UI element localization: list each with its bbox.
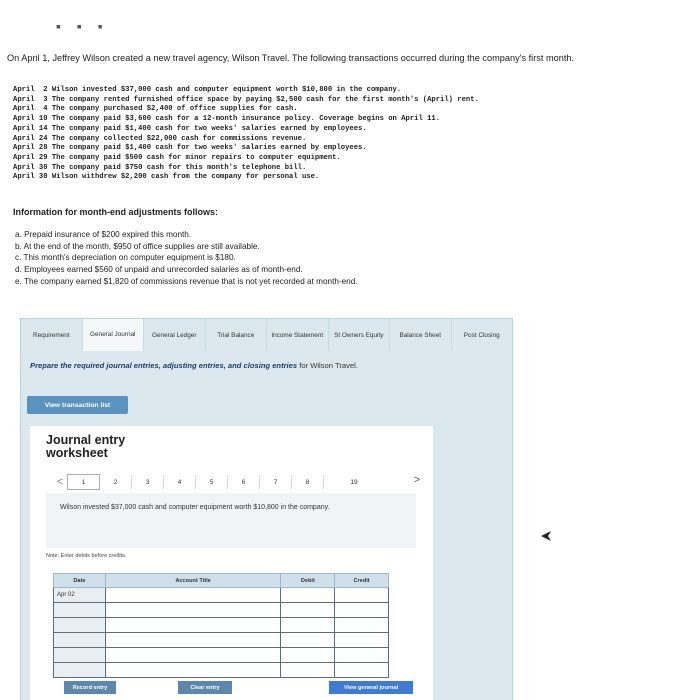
date-cell[interactable] bbox=[54, 618, 106, 633]
transaction-line: April 10 The company paid $3,600 cash for a 12-month insurance policy. Coverage begins on April 11. bbox=[13, 115, 441, 124]
table-row bbox=[54, 663, 389, 678]
date-cell[interactable] bbox=[54, 633, 106, 648]
instruction-text bbox=[30, 361, 358, 370]
tab-balance-sheet[interactable]: Balance Sheet bbox=[390, 319, 452, 352]
date-cell[interactable]: Apr 02 bbox=[54, 588, 106, 603]
transaction-line: April 14 The company paid $1,400 cash for two weeks' salaries earned by employees. bbox=[13, 124, 367, 133]
problem-intro: On April 1, Jeffrey Wilson created a new travel agency, Wilson Travel. The following transactions occurred during the company's first month. bbox=[7, 53, 575, 63]
top-marks: ▪ ▪ ▪ bbox=[56, 18, 109, 34]
page-button[interactable]: 19 bbox=[350, 478, 358, 486]
debit-input[interactable] bbox=[281, 633, 335, 648]
view-transaction-list-button[interactable]: View transaction list bbox=[27, 396, 128, 414]
account-input[interactable] bbox=[105, 618, 281, 633]
credit-input[interactable] bbox=[335, 618, 389, 633]
adjustment-item: d. Employees earned $560 of unpaid and unrecorded salaries as of month-end. bbox=[15, 265, 303, 275]
clear-entry-button[interactable]: Clear entry bbox=[178, 681, 232, 694]
page-button[interactable]: 5 bbox=[196, 475, 228, 489]
page-button[interactable]: 6 bbox=[228, 475, 260, 489]
table-row bbox=[54, 633, 389, 648]
instruction-rest: for Wilson Travel. bbox=[297, 361, 358, 370]
page-button[interactable]: 7 bbox=[260, 475, 292, 489]
debit-input[interactable] bbox=[281, 588, 335, 603]
tab-income-statement[interactable]: Income Statement bbox=[267, 319, 329, 352]
adjustment-item: c. This month's depreciation on computer equipment is $180. bbox=[15, 253, 236, 263]
tab-requirement[interactable]: Requirement bbox=[21, 319, 83, 352]
tab-owners-equity[interactable]: St Owners Equity bbox=[329, 319, 391, 352]
journal-entry-worksheet bbox=[30, 426, 433, 700]
table-row bbox=[54, 588, 389, 603]
transaction-description-box bbox=[46, 493, 416, 548]
transaction-line: April 3 The company rented furnished office space by paying $2,500 cash for the first month's (April) rent. bbox=[13, 95, 479, 104]
tab-post-closing[interactable]: Post Closing bbox=[463, 331, 500, 339]
credit-input[interactable] bbox=[335, 663, 389, 678]
page-button[interactable]: 3 bbox=[132, 475, 164, 489]
account-input[interactable] bbox=[105, 663, 281, 678]
credit-input[interactable] bbox=[335, 633, 389, 648]
requirement-tabs bbox=[20, 318, 513, 353]
date-cell[interactable] bbox=[54, 663, 106, 678]
prev-entry-icon[interactable]: < bbox=[56, 476, 64, 488]
account-input[interactable] bbox=[105, 588, 281, 603]
page-button[interactable]: 2 bbox=[100, 475, 132, 489]
table-row bbox=[54, 618, 389, 633]
credit-input[interactable] bbox=[335, 588, 389, 603]
debit-input[interactable] bbox=[281, 648, 335, 663]
entry-pager bbox=[53, 474, 384, 490]
transaction-line: April 29 The company paid $500 cash for minor repairs to computer equipment. bbox=[13, 153, 341, 162]
account-input[interactable] bbox=[105, 633, 281, 648]
adjustments-heading: Information for month-end adjustments follows: bbox=[13, 207, 218, 217]
date-column-header: Date bbox=[54, 574, 106, 588]
instruction-bold: Prepare the required journal entries, adjusting entries, and closing entries bbox=[30, 361, 298, 370]
transaction-list bbox=[13, 86, 673, 183]
table-row bbox=[54, 603, 389, 618]
transaction-line: April 30 The company paid $750 cash for this month's telephone bill. bbox=[13, 163, 307, 172]
credit-input[interactable] bbox=[335, 603, 389, 618]
tab-general-journal[interactable]: General Journal bbox=[83, 319, 145, 352]
view-general-journal-button[interactable]: View general journal bbox=[329, 681, 413, 694]
worksheet-title bbox=[46, 434, 125, 460]
entry-note: Note: Enter debits before credits. bbox=[46, 553, 127, 559]
account-column-header: Account Title bbox=[105, 574, 281, 588]
journal-entry-table bbox=[53, 573, 389, 678]
debit-input[interactable] bbox=[281, 663, 335, 678]
debit-column-header: Debit bbox=[281, 574, 335, 588]
mouse-cursor-icon bbox=[541, 531, 551, 541]
transaction-line: April 30 Wilson withdrew $2,200 cash from the company for personal use. bbox=[13, 173, 320, 182]
debit-input[interactable] bbox=[281, 618, 335, 633]
tab-general-ledger[interactable]: General Ledger bbox=[144, 319, 206, 352]
worksheet-title-line: Journal entry bbox=[46, 433, 126, 447]
page-button[interactable]: 1 bbox=[67, 474, 100, 490]
date-cell[interactable] bbox=[54, 603, 106, 618]
date-cell[interactable] bbox=[54, 648, 106, 663]
transaction-line: April 4 The company purchased $2,400 of office supplies for cash. bbox=[13, 105, 298, 114]
account-input[interactable] bbox=[105, 603, 281, 618]
credit-input[interactable] bbox=[335, 648, 389, 663]
adjustment-item: e. The company earned $1,820 of commissions revenue that is not yet recorded at month-end. bbox=[15, 276, 358, 286]
credit-column-header: Credit bbox=[335, 574, 389, 588]
transaction-line: April 28 The company paid $1,400 cash for two weeks' salaries earned by employees. bbox=[13, 144, 367, 153]
account-input[interactable] bbox=[105, 648, 281, 663]
table-row bbox=[54, 648, 389, 663]
transaction-line: April 24 The company collected $22,000 cash for commissions revenue. bbox=[13, 134, 307, 143]
adjustments-list bbox=[15, 229, 358, 288]
next-entry-icon[interactable]: > bbox=[413, 474, 421, 486]
adjustment-item: a. Prepaid insurance of $200 expired this month. bbox=[15, 230, 192, 239]
page-button[interactable]: 8 bbox=[292, 475, 324, 489]
adjustment-item: b. At the end of the month, $950 of office supplies are still available. bbox=[15, 241, 260, 251]
transaction-description: Wilson invested $37,000 cash and computer equipment worth $10,800 in the company. bbox=[60, 504, 330, 511]
record-entry-button[interactable]: Record entry bbox=[64, 681, 116, 694]
worksheet-title-line: worksheet bbox=[46, 446, 108, 460]
transaction-line: April 2 Wilson invested $37,000 cash and computer equipment worth $10,800 in the company. bbox=[13, 86, 402, 94]
page-button[interactable]: 4 bbox=[164, 475, 196, 489]
debit-input[interactable] bbox=[281, 603, 335, 618]
table-header-row bbox=[54, 574, 389, 588]
tab-trial-balance[interactable]: Trial Balance bbox=[206, 319, 268, 352]
